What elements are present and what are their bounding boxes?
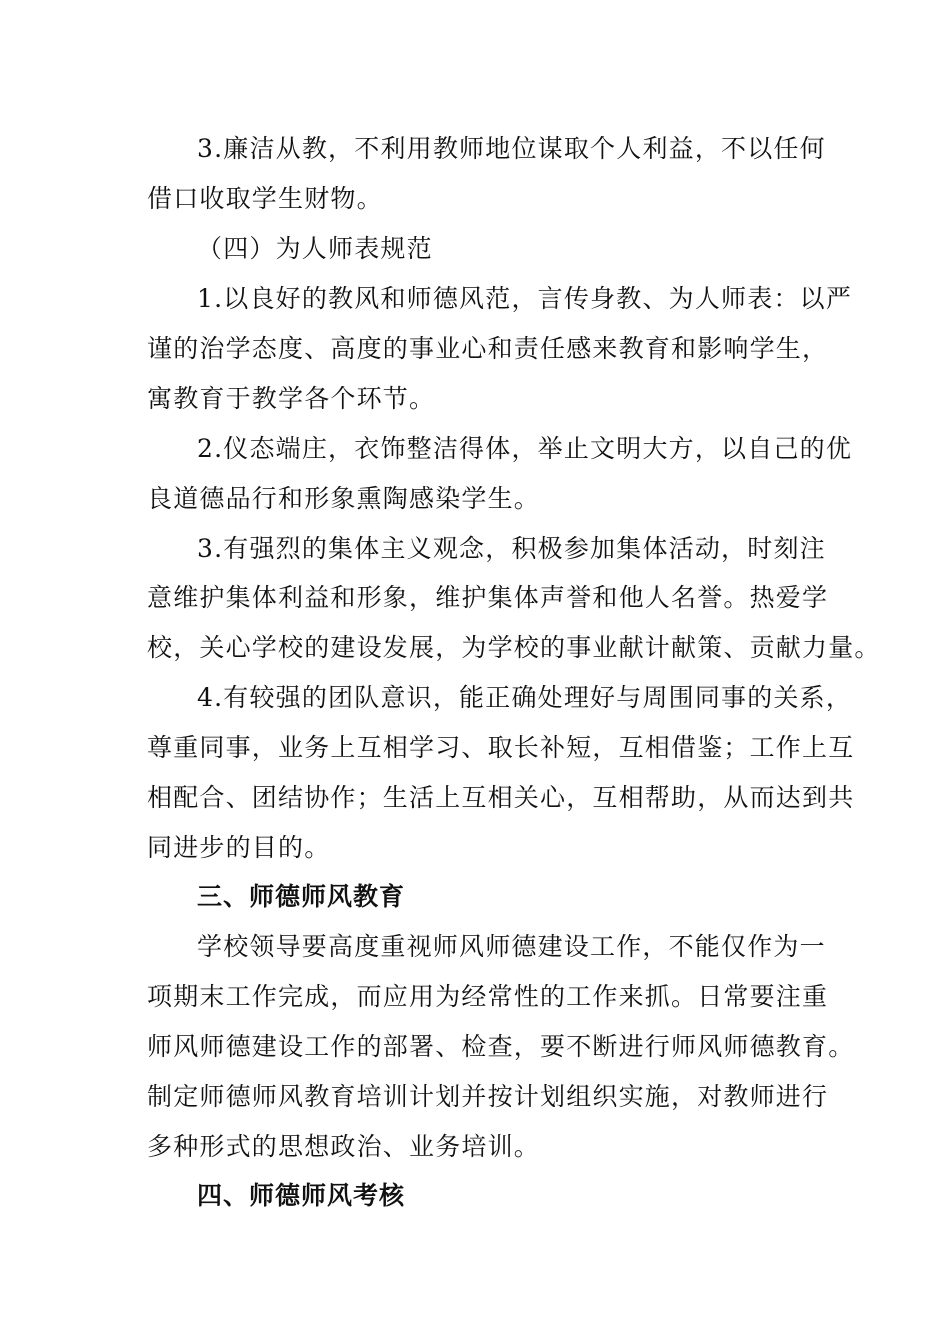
paragraph-line: 借口收取学生财物。: [147, 184, 383, 213]
paragraph-line: 尊重同事，业务上互相学习、取长补短，互相借鉴；工作上互: [147, 733, 855, 762]
section-heading: 三、师德师风教育: [197, 882, 406, 911]
paragraph-line: 多种形式的思想政治、业务培训。: [147, 1132, 541, 1161]
paragraph-line: 校，关心学校的建设发展，为学校的事业献计献策、贡献力量。: [147, 633, 881, 662]
paragraph-line: 2.仪态端庄，衣饰整洁得体，举止文明大方，以自己的优: [197, 434, 853, 463]
paragraph-line: 寓教育于教学各个环节。: [147, 384, 436, 413]
section-subheading: （四）为人师表规范: [197, 234, 433, 263]
paragraph-line: 3.廉洁从教，不利用教师地位谋取个人利益，不以任何: [197, 134, 826, 163]
paragraph-line: 1.以良好的教风和师德风范，言传身教、为人师表：以严: [197, 284, 853, 313]
paragraph-line: 学校领导要高度重视师风师德建设工作，不能仅作为一: [197, 932, 826, 961]
paragraph-line: 谨的治学态度、高度的事业心和责任感来教育和影响学生，: [147, 334, 829, 363]
paragraph-line: 意维护集体利益和形象，维护集体声誉和他人名誉。热爱学: [147, 583, 829, 612]
paragraph-line: 师风师德建设工作的部署、检查，要不断进行师风师德教育。: [147, 1032, 855, 1061]
paragraph-line: 项期末工作完成，而应用为经常性的工作来抓。日常要注重: [147, 982, 829, 1011]
paragraph-line: 4.有较强的团队意识，能正确处理好与周围同事的关系，: [197, 683, 853, 712]
paragraph-line: 同进步的目的。: [147, 833, 331, 862]
paragraph-line: 制定师德师风教育培训计划并按计划组织实施，对教师进行: [147, 1082, 829, 1111]
paragraph-line: 良道德品行和形象熏陶感染学生。: [147, 484, 541, 513]
section-heading: 四、师德师风考核: [197, 1181, 406, 1210]
paragraph-line: 3.有强烈的集体主义观念，积极参加集体活动，时刻注: [197, 534, 826, 563]
paragraph-line: 相配合、团结协作；生活上互相关心，互相帮助，从而达到共: [147, 783, 855, 812]
